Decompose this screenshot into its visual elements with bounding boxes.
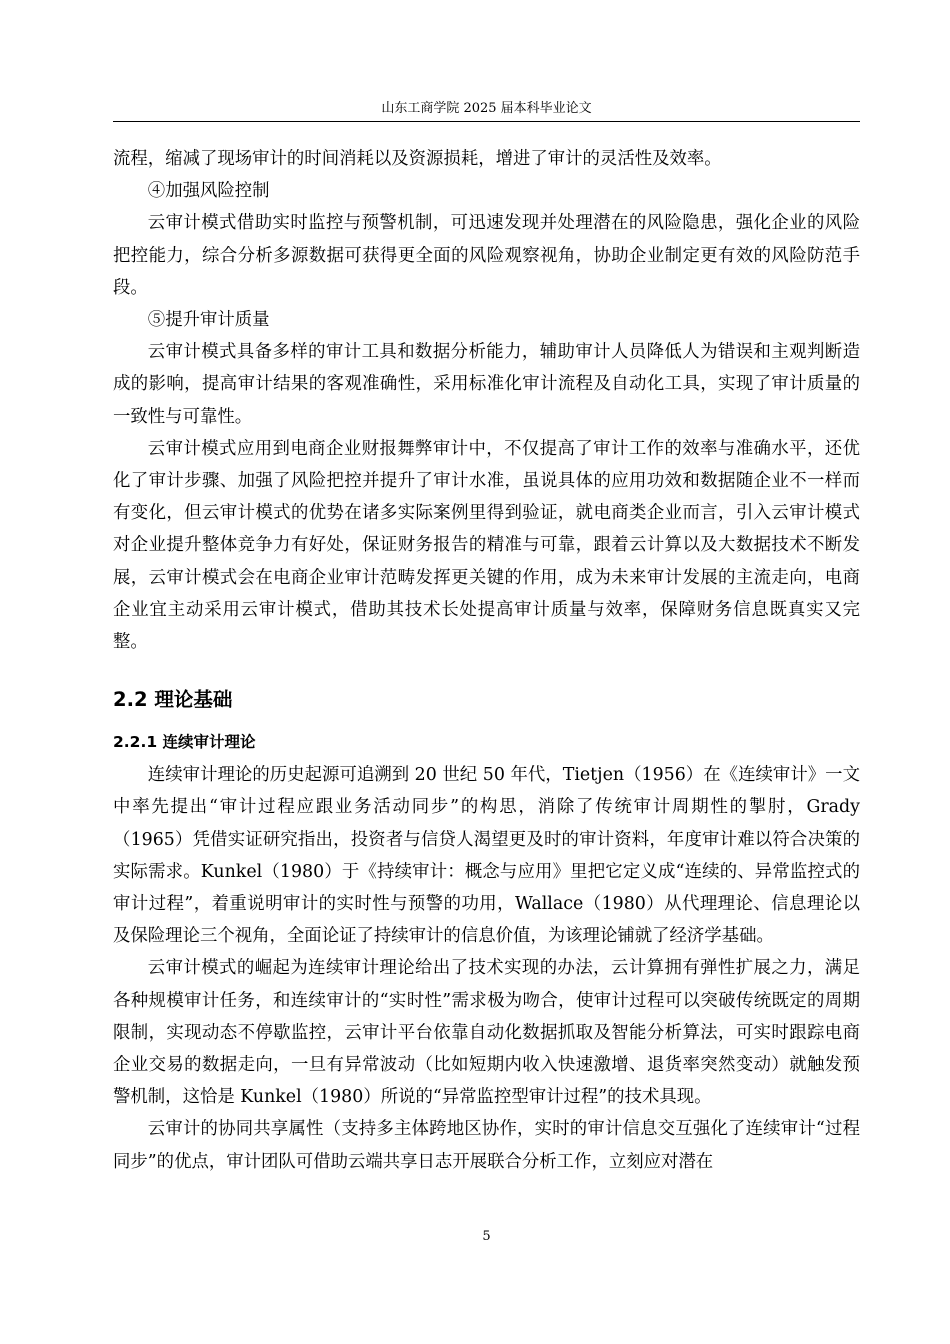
- paragraph-risk-control: 云审计模式借助实时监控与预警机制，可迅速发现并处理潜在的风险隐患，强化企业的风险把控能力，综合分析多源数据可获得更全面的风险观察视角，协助企业制定更有效的风险防范手段。: [113, 213, 860, 298]
- section-heading: 2.2 理论基础: [113, 688, 233, 712]
- subsection-heading: 2.2.1 连续审计理论: [113, 733, 256, 752]
- page-number: 5: [482, 1229, 491, 1244]
- paragraph-continuation: 流程，缩减了现场审计的时间消耗以及资源损耗，增进了审计的灵活性及效率。: [113, 149, 722, 169]
- list-heading-risk-control: ④加强风险控制: [147, 181, 270, 202]
- page-header: 山东工商学院 2025 届本科毕业论文: [381, 101, 592, 116]
- paragraph-cloud-rise: 云审计模式的崛起为连续审计理论给出了技术实现的办法，云计算拥有弹性扩展之力，满足各种规模审计任务，和连续审计的“实时性”需求极为吻合，使审计过程可以突破传统既定的周期限制，实现动态不停歇监控，云审计平台依靠自动化数据抓取及智能分析算法，可实时跟踪电商企业交易的数据走向，一旦有异常波动（比如短期内收入快速激增、退货率突然变动）就触发预警机制，这恰是 Kunkel（1980）所说的“异常监控型审计过程”的技术具现。: [113, 958, 860, 1108]
- paragraph-history: 连续审计理论的历史起源可追溯到 20 世纪 50 年代，Tietjen（1956）在《连续审计》一文中率先提出“审计过程应跟业务活动同步”的构思，消除了传统审计周期性的掣肘，Grady（1965）凭借实证研究指出，投资者与信贷人渴望更及时的审计资料，年度审计难以符合决策的实际需求。Kunkel（1980）于《持续审计：概念与应用》里把它定义成“连续的、异常监控式的审计过程”，着重说明审计的实时性与预警的功用，Wallace（1980）从代理理论、信息理论以及保险理论三个视角，全面论证了持续审计的信息价值，为该理论铺就了经济学基础。: [113, 765, 860, 947]
- paragraph-summary: 云审计模式应用到电商企业财报舞弊审计中，不仅提高了审计工作的效率与准确水平，还优化了审计步骤、加强了风险把控并提升了审计水准，虽说具体的应用功效和数据随企业不一样而有变化，但云审计模式的优势在诸多实际案例里得到验证，就电商类企业而言，引入云审计模式对企业提升整体竞争力有好处，保证财务报告的精准与可靠，跟着云计算以及大数据技术不断发展，云审计模式会在电商企业审计范畴发挥更关键的作用，成为未来审计发展的主流走向，电商企业宜主动采用云审计模式，借助其技术长处提高审计质量与效率，保障财务信息既真实又完整。: [113, 438, 860, 653]
- list-heading-audit-quality: ⑤提升审计质量: [147, 310, 270, 331]
- page-content: [113, 143, 860, 1178]
- paragraph-collaboration: 云审计的协同共享属性（支持多主体跨地区协作，实时的审计信息交互强化了连续审计“过程同步”的优点，审计团队可借助云端共享日志开展联合分析工作，立刻应对潜在: [113, 1119, 860, 1172]
- paragraph-audit-quality: 云审计模式具备多样的审计工具和数据分析能力，辅助审计人员降低人为错误和主观判断造成的影响，提高审计结果的客观准确性，采用标准化审计流程及自动化工具，实现了审计质量的一致性与可靠性。: [113, 342, 860, 427]
- header-rule: [113, 121, 860, 122]
